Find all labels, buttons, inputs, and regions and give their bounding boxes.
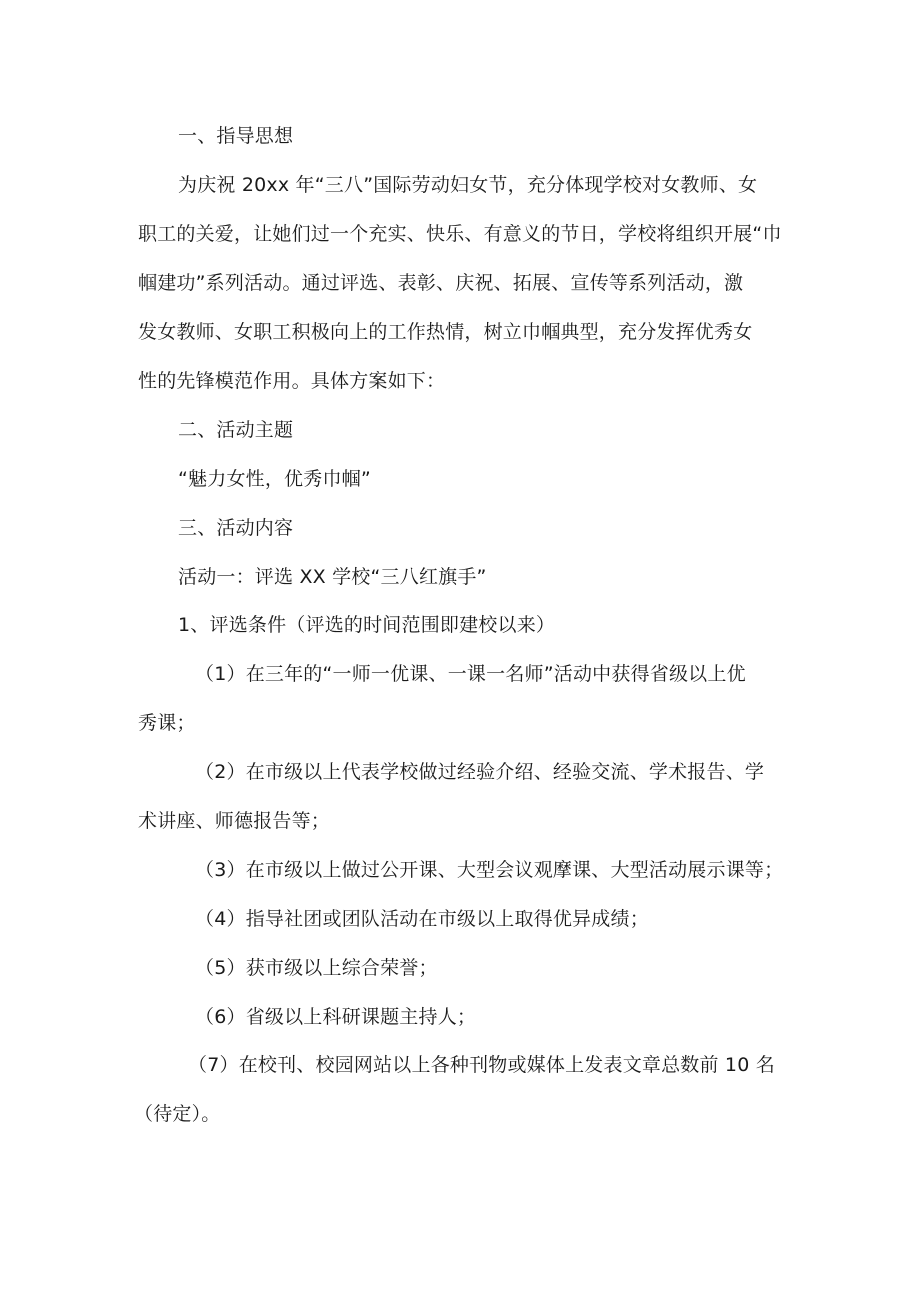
section-heading-guiding-thought: 一、指导思想 [178,125,294,147]
paragraph-line: 发女教师、女职工积极向上的工作热情，树立巾帼典型，充分发挥优秀女 [138,321,753,343]
paragraph-line: 帼建功”系列活动。通过评选、表彰、庆祝、拓展、宣传等系列活动，激 [138,272,744,294]
activity-theme: “魅力女性，优秀巾帼” [178,468,371,490]
paragraph-line: 为庆祝 20xx 年“三八”国际劳动妇女节，充分体现学校对女教师、女 [178,174,758,196]
criteria-item: （5）获市级以上综合荣誉； [195,957,438,979]
paragraph-line: 性的先锋模范作用。具体方案如下： [138,370,446,392]
criteria-item-continuation: （待定）。 [134,1103,221,1125]
criteria-item: （6）省级以上科研课题主持人； [195,1006,477,1028]
criteria-item: （4）指导社团或团队活动在市级以上取得优异成绩； [195,908,649,930]
section-heading-theme: 二、活动主题 [178,419,294,441]
criteria-item-continuation: 术讲座、师德报告等； [138,810,331,832]
criteria-item: （2）在市级以上代表学校做过经验介绍、经验交流、学术报告、学 [195,761,765,783]
criteria-item: （1）在三年的“一师一优课、一课一名师”活动中获得省级以上优 [195,663,746,685]
criteria-item: （3）在市级以上做过公开课、大型会议观摩课、大型活动展示课等； [195,859,784,881]
criteria-heading: 1、评选条件（评选的时间范围即建校以来） [178,614,556,636]
criteria-item: （7）在校刊、校园网站以上各种刊物或媒体上发表文章总数前 10 名 [188,1054,775,1076]
paragraph-line: 职工的关爱，让她们过一个充实、快乐、有意义的节日，学校将组织开展“巾 [138,223,782,245]
activity-one-title: 活动一：评选 XX 学校“三八红旗手” [178,566,487,588]
section-heading-content: 三、活动内容 [178,517,294,539]
criteria-item-continuation: 秀课； [138,712,196,734]
